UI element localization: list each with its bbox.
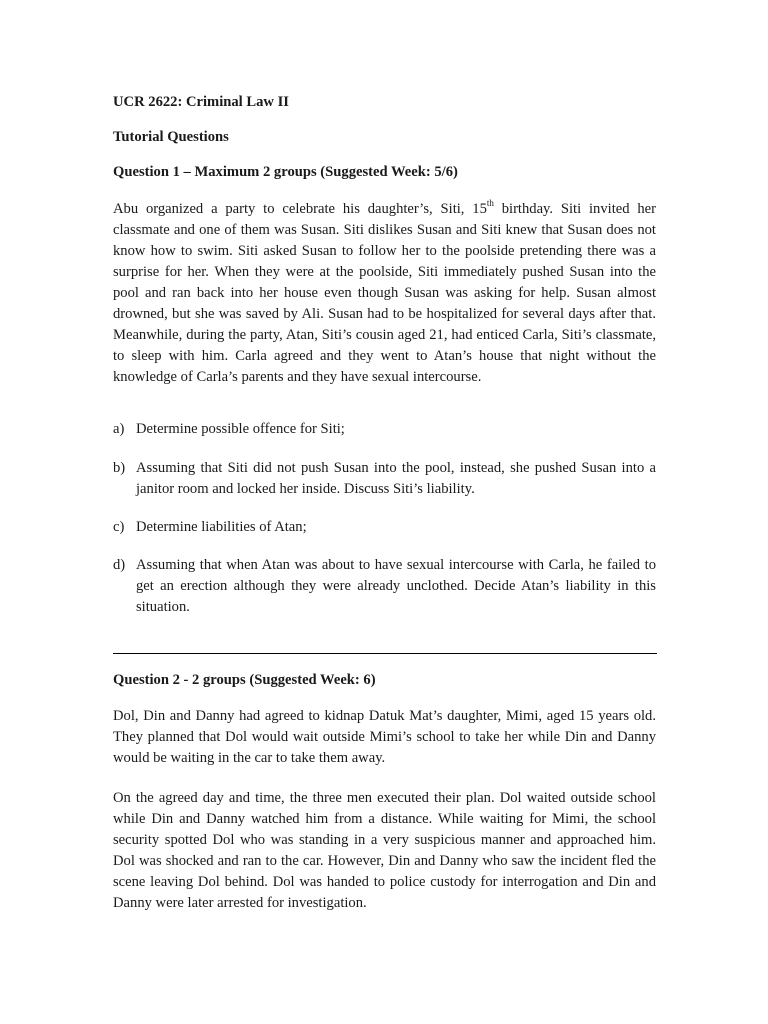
question-2-paragraph-1: Dol, Din and Danny had agreed to kidnap Datuk Mat’s daughter, Mimi, aged 15 years old. They planned that Dol would wait outside Mimi’s school to take her while Din and Danny would be waiting in the car to take them away. [113, 708, 656, 766]
item-text: Assuming that Siti did not push Susan into the pool, instead, she pushed Susan into a janitor room and locked her inside. Discuss Siti’s liability. [136, 460, 656, 497]
question-1-scenario [113, 199, 656, 388]
item-text: Assuming that when Atan was about to have sexual intercourse with Carla, he failed to get an erection although they were already unclothed. Decide Atan’s liability in this situation. [136, 557, 656, 615]
scenario-text-part2: birthday. Siti invited her classmate and one of them was Susan. Siti dislikes Susan and Siti knew that Susan does not know how to swim. Siti asked Susan to follow her to the poolside pretending there was a surprise for her. When they were at the poolside, Siti immediately pushed Susan into the pool and ran back into her house even though Susan was asking for help. Susan almost drowned, but she was saved by Ali. Susan had to be hospitalized for several days after that. Meanwhile, during the party, Atan, Siti’s cousin aged 21, had enticed Carla, Siti’s classmate, to sleep with him. Carla agreed and they went to Atan’s house that night without the knowledge of Carla’s parents and they have sexual intercourse. [113, 201, 656, 385]
section-divider [113, 653, 657, 654]
item-letter: d) [113, 557, 126, 573]
ordinal-suffix: th [486, 198, 494, 209]
item-letter: c) [113, 519, 125, 535]
question-1-item-b [113, 458, 656, 500]
course-title: UCR 2622: Criminal Law II [113, 94, 289, 110]
item-text: Determine possible offence for Siti; [136, 421, 345, 437]
tutorial-heading: Tutorial Questions [113, 129, 229, 145]
question-1-item-c [113, 517, 656, 538]
item-letter: b) [113, 460, 126, 476]
question-1-item-a [113, 419, 656, 440]
question-2-heading: Question 2 - 2 groups (Suggested Week: 6) [113, 672, 376, 688]
question-2-paragraph-2: On the agreed day and time, the three men executed their plan. Dol waited outside school while Din and Danny watched him from a distance. While waiting for Mimi, the school security spotted Dol who was standing in a very suspicious manner and approached him. Dol was shocked and ran to the car. However, Din and Danny who saw the incident fled the scene leaving Dol behind. Dol was handed to police custody for interrogation and Din and Danny were later arrested for investigation. [113, 790, 656, 911]
item-text: Determine liabilities of Atan; [136, 519, 307, 535]
question-1-item-d [113, 555, 656, 618]
question-1-heading: Question 1 – Maximum 2 groups (Suggested Week: 5/6) [113, 164, 458, 180]
item-letter: a) [113, 421, 125, 437]
scenario-text-part1: Abu organized a party to celebrate his daughter’s, Siti, 15 [113, 201, 487, 217]
